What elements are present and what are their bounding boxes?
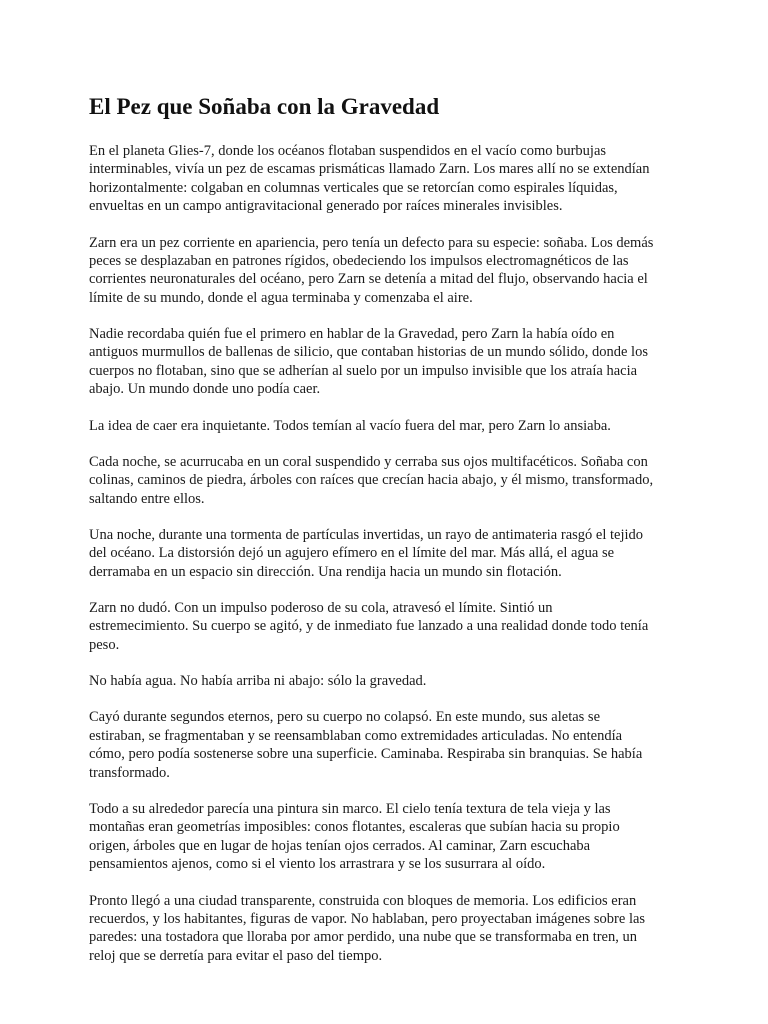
paragraph-4: La idea de caer era inquietante. Todos temían al vacío fuera del mar, pero Zarn lo ansiaba.: [89, 417, 611, 434]
paragraph-8: No había agua. No había arriba ni abajo: sólo la gravedad.: [89, 673, 427, 690]
paragraph-6: Una noche, durante una tormenta de partículas invertidas, un rayo de antimateria rasgó el tejido del océano. La distorsión dejó un agujero efímero en el límite del mar. Más allá, el agua se derramaba en un espacio sin dirección. Una rendija hacia un mundo sin flotación.: [89, 526, 644, 580]
paragraph-10: Todo a su alrededor parecía una pintura sin marco. El cielo tenía textura de tela vieja y las montañas eran geometrías imposibles: conos flotantes, escaleras que subían hacia su propio origen, árboles que en lugar de hojas tenían ojos cerrados. Al caminar, Zarn escuchaba pensamientos ajenos, como si el viento los arrastrara y se los susurrara al oído.: [89, 800, 620, 873]
paragraph-1: En el planeta Glies-7, donde los océanos flotaban suspendidos en el vacío como burbujas interminables, vivía un pez de escamas prismáticas llamado Zarn. Los mares allí no se extendían horizontalmente: colgaban en columnas verticales que se retorcían como espirales líquidas, envueltas en un campo antigravitacional generado por raíces minerales invisibles.: [89, 143, 650, 215]
paragraph-3: Nadie recordaba quién fue el primero en hablar de la Gravedad, pero Zarn la había oído en antiguos murmullos de ballenas de silicio, que contaban historias de un mundo sólido, donde los cuerpos no flotaban, sino que se adherían al suelo por un impulso invisible que los atraía hacia abajo. Un mundo donde uno podía caer.: [89, 326, 648, 398]
paragraph-11: Pronto llegó a una ciudad transparente, construida con bloques de memoria. Los edificios eran recuerdos, y los habitantes, figuras de vapor. No hablaban, pero proyectaban imágenes sobre las paredes: una tostadora que lloraba por amor perdido, una nube que se transformaba en tren, un reloj que se derretía para evitar el paso del tiempo.: [89, 892, 646, 964]
paragraph-7: Zarn no dudó. Con un impulso poderoso de su cola, atravesó el límite. Sintió un estremecimiento. Su cuerpo se agitó, y de inmediato fue lanzado a una realidad donde todo tenía peso.: [89, 600, 649, 653]
paragraph-5: Cada noche, se acurrucaba en un coral suspendido y cerraba sus ojos multifacéticos. Soñaba con colinas, caminos de piedra, árboles con raíces que crecían hacia abajo, y él mismo, transformado, saltando entre ellos.: [89, 453, 654, 507]
paragraph-9: Cayó durante segundos eternos, pero su cuerpo no colapsó. En este mundo, sus aletas se estiraban, se fragmentaban y se reensamblaban como extremidades articuladas. No entendía cómo, pero podía sostenerse sobre una superficie. Caminaba. Respiraba sin branquias. Se había transformado.: [89, 709, 643, 781]
paragraph-2: Zarn era un pez corriente en apariencia, pero tenía un defecto para su especie: soñaba. Los demás peces se desplazaban en patrones rígidos, obedeciendo los impulsos electromagnéticos de las corrientes neuronaturales del océano, pero Zarn se detenía a mitad del flujo, observando hacia el límite de su mundo, donde el agua terminaba y comenzaba el aire.: [89, 234, 654, 306]
document-page: [89, 93, 689, 983]
document-title: El Pez que Soñaba con la Gravedad: [89, 94, 440, 119]
